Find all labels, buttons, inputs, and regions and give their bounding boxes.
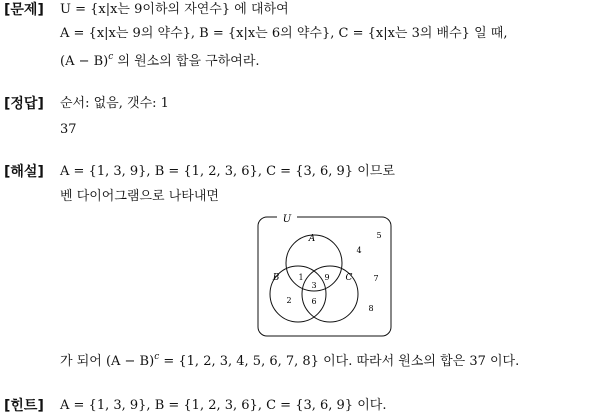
venn-element: 9 xyxy=(324,273,330,282)
set-b-label: B xyxy=(272,273,280,283)
explanation-tag: [해설] xyxy=(4,164,44,180)
venn-element: 3 xyxy=(311,281,317,290)
venn-element: 5 xyxy=(376,231,382,240)
explanation-line-2: 벤 다이어그램으로 나타내면 xyxy=(60,189,219,204)
venn-element: 7 xyxy=(373,274,379,283)
venn-element: 1 xyxy=(298,273,304,282)
venn-element: 8 xyxy=(368,304,374,313)
explanation-line-3 xyxy=(60,348,519,371)
venn-element: 2 xyxy=(286,296,292,305)
explanation-line-1: A = {1, 3, 9}, B = {1, 2, 3, 6}, C = {3, 6, 9} 이므로 xyxy=(60,164,395,179)
explanation-line-3-rest: = {1, 2, 3, 4, 5, 6, 7, 8} 이다. 따라서 원소의 합은 37 이다. xyxy=(159,354,520,369)
venn-element: 4 xyxy=(356,246,362,255)
problem-line-1: U = {x|x는 9이하의 자연수} 에 대하여 xyxy=(60,2,289,17)
problem-line-3 xyxy=(60,48,260,71)
complement-superscript: c xyxy=(154,352,160,362)
hint-line-1: A = {1, 3, 9}, B = {1, 2, 3, 6}, C = {3, 6, 9} 이다. xyxy=(60,398,387,413)
set-a-label: A xyxy=(308,234,316,244)
problem-line-3-expr: (A − B) xyxy=(60,54,109,69)
venn-element: 6 xyxy=(311,297,317,306)
problem-line-3-rest: 의 원소의 합을 구하여라. xyxy=(113,54,260,69)
hint-tag: [힌트] xyxy=(4,398,44,414)
set-c-label: C xyxy=(345,273,353,283)
answer-line-1: 순서: 없음, 갯수: 1 xyxy=(60,96,169,111)
venn-diagram xyxy=(255,208,395,340)
complement-superscript: c xyxy=(108,52,114,62)
answer-tag: [정답] xyxy=(4,96,44,112)
universe-label: U xyxy=(282,214,292,225)
answer-line-2: 37 xyxy=(60,122,77,137)
problem-line-2: A = {x|x는 9의 약수}, B = {x|x는 6의 약수}, C = {x|x는 3의 배수} 일 때, xyxy=(60,26,508,41)
explanation-line-3-expr: 가 되어 (A − B) xyxy=(60,354,155,369)
problem-tag: [문제] xyxy=(4,2,44,18)
